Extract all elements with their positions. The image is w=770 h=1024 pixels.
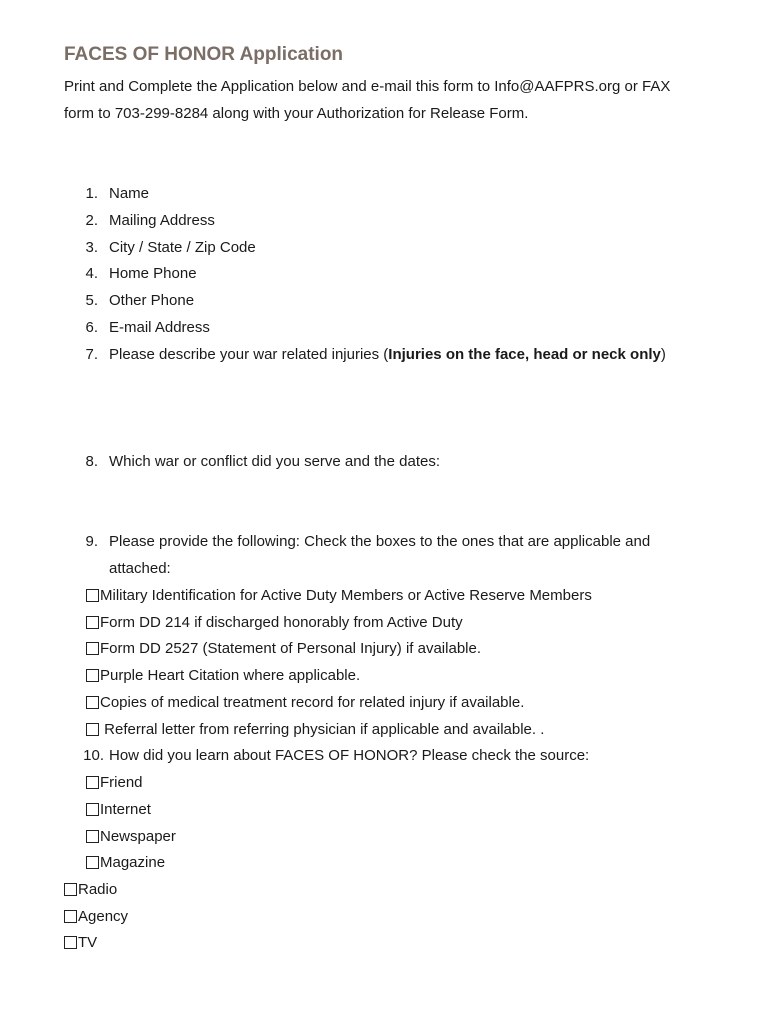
checkbox-radio[interactable]: [64, 881, 117, 899]
question-number: 2.: [85, 212, 98, 229]
question-number: 3.: [85, 239, 98, 256]
question-number: 6.: [85, 319, 98, 336]
checkbox-label: Magazine: [100, 854, 166, 871]
checkbox-internet[interactable]: [86, 801, 151, 819]
intro-line-2: form to 703-299-8284 along with your Authorization for Release Form.: [64, 105, 529, 122]
question-injuries-close: ): [660, 346, 666, 363]
question-name: Name: [109, 185, 150, 202]
question-number: 1.: [85, 185, 98, 202]
question-number: 7.: [85, 346, 98, 363]
question-number: 9.: [85, 533, 98, 550]
question-injuries-emphasis: Injuries on the face, head or neck only: [388, 346, 661, 363]
checkbox-box[interactable]: [86, 723, 99, 736]
checkbox-agency[interactable]: [64, 908, 128, 926]
question-war-conflict: Which war or conflict did you serve and the dates:: [109, 453, 440, 470]
checkbox-box[interactable]: [86, 642, 99, 655]
checkbox-dd214[interactable]: [86, 614, 463, 632]
checkbox-box[interactable]: [86, 776, 99, 789]
checkbox-label: Copies of medical treatment record for related injury if available.: [100, 694, 525, 711]
checkbox-box[interactable]: [86, 803, 99, 816]
checkbox-box[interactable]: [86, 696, 99, 709]
question-injuries-text: Please describe your war related injuries (: [109, 346, 389, 363]
checkbox-label: Form DD 214 if discharged honorably from Active Duty: [100, 614, 463, 631]
question-number: 10.: [83, 747, 104, 764]
checkbox-label: Military Identification for Active Duty Members or Active Reserve Members: [100, 587, 592, 604]
checkbox-label: TV: [78, 934, 98, 951]
checkbox-dd2527[interactable]: [86, 640, 481, 658]
checkbox-label: Agency: [78, 908, 129, 925]
checkbox-label: Friend: [100, 774, 143, 791]
checkbox-box[interactable]: [64, 910, 77, 923]
checkbox-friend[interactable]: [86, 774, 143, 792]
checkbox-label: Purple Heart Citation where applicable.: [100, 667, 361, 684]
question-number: 4.: [85, 265, 98, 282]
question-source: How did you learn about FACES OF HONOR? Please check the source:: [109, 747, 590, 764]
checkbox-newspaper[interactable]: [86, 828, 176, 846]
checkbox-label: Internet: [100, 801, 151, 818]
intro-line-1: Print and Complete the Application below and e-mail this form to Info@AAFPRS.org or FAX: [64, 78, 671, 95]
question-documents-cont: attached:: [109, 560, 171, 577]
checkbox-label: Form DD 2527 (Statement of Personal Injury) if available.: [100, 640, 481, 657]
checkbox-box[interactable]: [64, 936, 77, 949]
checkbox-box[interactable]: [86, 830, 99, 843]
checkbox-referral-letter[interactable]: [86, 721, 544, 739]
checkbox-purple-heart[interactable]: [86, 667, 360, 685]
checkbox-magazine[interactable]: [86, 854, 165, 872]
question-mailing-address: Mailing Address: [109, 212, 215, 229]
form-title: FACES OF HONOR Application: [64, 44, 344, 65]
question-injuries: [109, 346, 666, 364]
checkbox-box[interactable]: [86, 669, 99, 682]
question-email-address: E-mail Address: [109, 319, 210, 336]
checkbox-label: Referral letter from referring physician if applicable and available. .: [100, 721, 545, 738]
question-city-state-zip: City / State / Zip Code: [109, 239, 256, 256]
question-documents: Please provide the following: Check the boxes to the ones that are applicable and: [109, 533, 651, 550]
question-number: 8.: [85, 453, 98, 470]
checkbox-tv[interactable]: [64, 934, 97, 952]
checkbox-box[interactable]: [86, 856, 99, 869]
question-home-phone: Home Phone: [109, 265, 197, 282]
question-other-phone: Other Phone: [109, 292, 195, 309]
checkbox-military-id[interactable]: [86, 587, 592, 605]
question-number: 5.: [85, 292, 98, 309]
checkbox-medical-record[interactable]: [86, 694, 524, 712]
checkbox-label: Newspaper: [100, 828, 176, 845]
checkbox-box[interactable]: [64, 883, 77, 896]
checkbox-box[interactable]: [86, 616, 99, 629]
checkbox-label: Radio: [78, 881, 118, 898]
checkbox-box[interactable]: [86, 589, 99, 602]
